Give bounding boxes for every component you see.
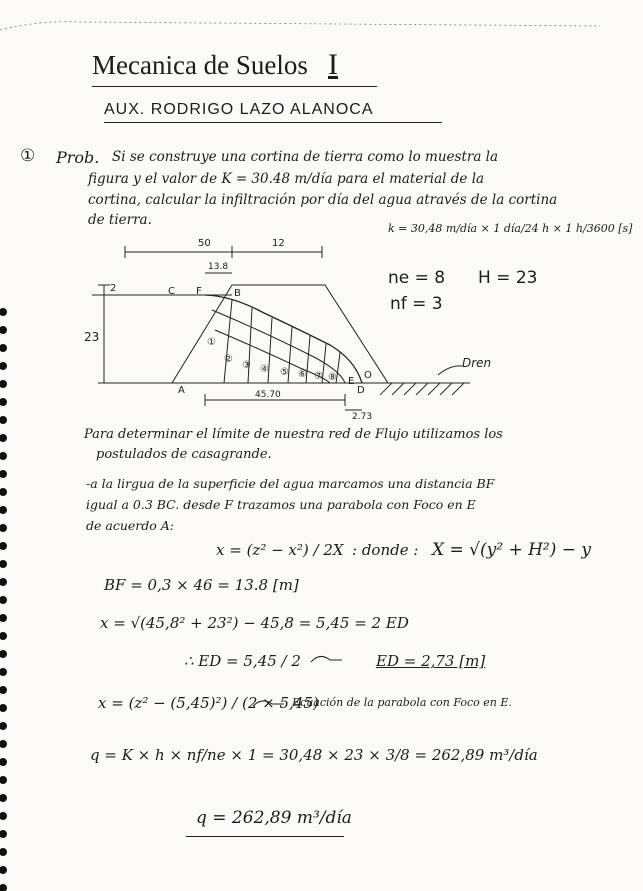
drain-hatch — [380, 383, 464, 395]
cell-5: ⑤ — [280, 367, 289, 378]
cell-3: ③ — [242, 360, 251, 371]
cell-1: ① — [207, 337, 216, 348]
arrow-symbol-1 — [311, 656, 342, 662]
para2-line-2: igual a 0.3 BC. desde F trazamos una parabola con Foco en E — [86, 497, 476, 512]
point-e: E — [348, 376, 355, 387]
author-line: AUX. RODRIGO LAZO ALANOCA — [104, 101, 374, 118]
k-conversion: k = 30,48 m/día × 1 día/24 h × 1 h/3600 [s] — [388, 222, 633, 235]
eq-bf: BF = 0,3 × 46 = 13.8 [m] — [104, 576, 299, 594]
point-o: O — [364, 370, 372, 381]
eq-ed-calc: ∴ ED = 5,45 / 2 — [184, 652, 301, 670]
eq-parabola: x = (z² − x²) / 2X — [216, 541, 344, 559]
drain-leader — [438, 366, 462, 375]
dim-label-12: 12 — [272, 238, 285, 249]
point-c: C — [168, 286, 175, 297]
eq-q: q = K × h × nf/ne × 1 = 30,48 × 23 × 3/8 = 262,89 m³/día — [90, 746, 538, 764]
nf-value: nf = 3 — [390, 294, 443, 314]
eq-parabola-note: Ecuación de la parabola con Foco en E. — [292, 696, 512, 709]
statement-line-2: figura y el valor de K = 30.48 m/día para el material de la — [88, 171, 485, 187]
problem-number: ① — [20, 146, 36, 166]
cell-6: ⑥ — [298, 369, 307, 380]
para1-line-2: postulados de casagrande. — [96, 447, 272, 462]
statement-line-4: de tierra. — [88, 212, 152, 228]
para2-line-3: de acuerdo A: — [86, 518, 174, 533]
point-d: D — [357, 385, 365, 396]
h-value: H = 23 — [478, 268, 538, 288]
final-underline — [186, 836, 344, 837]
base-dim-label: 45.70 — [255, 390, 281, 400]
eq-x-value: x = √(45,8² + 23²) − 45,8 = 5,45 = 2 ED — [100, 614, 409, 632]
eq-x-def: X = √(y² + H²) − y — [432, 540, 592, 560]
statement-line-3: cortina, calcular la infiltración por día del agua através de la cortina — [88, 192, 558, 208]
height-mark: 2 — [110, 283, 117, 294]
problem-label: Prob. — [56, 148, 100, 167]
dim-label-50: 50 — [198, 238, 211, 249]
dren-label: Dren — [462, 356, 492, 370]
page-title: Mecanica de Suelos — [92, 50, 308, 80]
eq-parabola-focus: x = (z² − (5,45)²) / (2 × 5,45) — [98, 694, 319, 712]
cell-8: ⑧ — [328, 372, 337, 383]
flow-line-1 — [212, 310, 345, 383]
title-roman-numeral: I — [328, 48, 338, 81]
point-b: B — [234, 288, 241, 299]
eq-q-final: q = 262,89 m³/día — [196, 808, 352, 828]
ne-value: ne = 8 — [388, 268, 446, 288]
eq-ed-result: ED = 2,73 [m] — [376, 652, 486, 670]
cell-4: ④ — [260, 364, 269, 375]
para1-line-1: Para determinar el límite de nuestra red de Flujo utilizamos los — [84, 427, 503, 442]
ed-dim-label: 2.73 — [352, 412, 373, 422]
point-a: A — [178, 385, 185, 396]
dim-label-crest: 13.8 — [208, 262, 229, 272]
para2-line-1: -a la lirgua de la superficie del agua marcamos una distancia BF — [86, 476, 495, 491]
statement-line-1: Si se construye una cortina de tierra como lo muestra la — [112, 149, 499, 165]
height-label: 23 — [84, 330, 100, 344]
cell-7: ⑦ — [314, 371, 323, 382]
point-f: F — [196, 286, 202, 297]
equipotential-1 — [224, 300, 232, 383]
eq-donde: : donde : — [352, 541, 419, 559]
cell-2: ② — [224, 354, 233, 365]
